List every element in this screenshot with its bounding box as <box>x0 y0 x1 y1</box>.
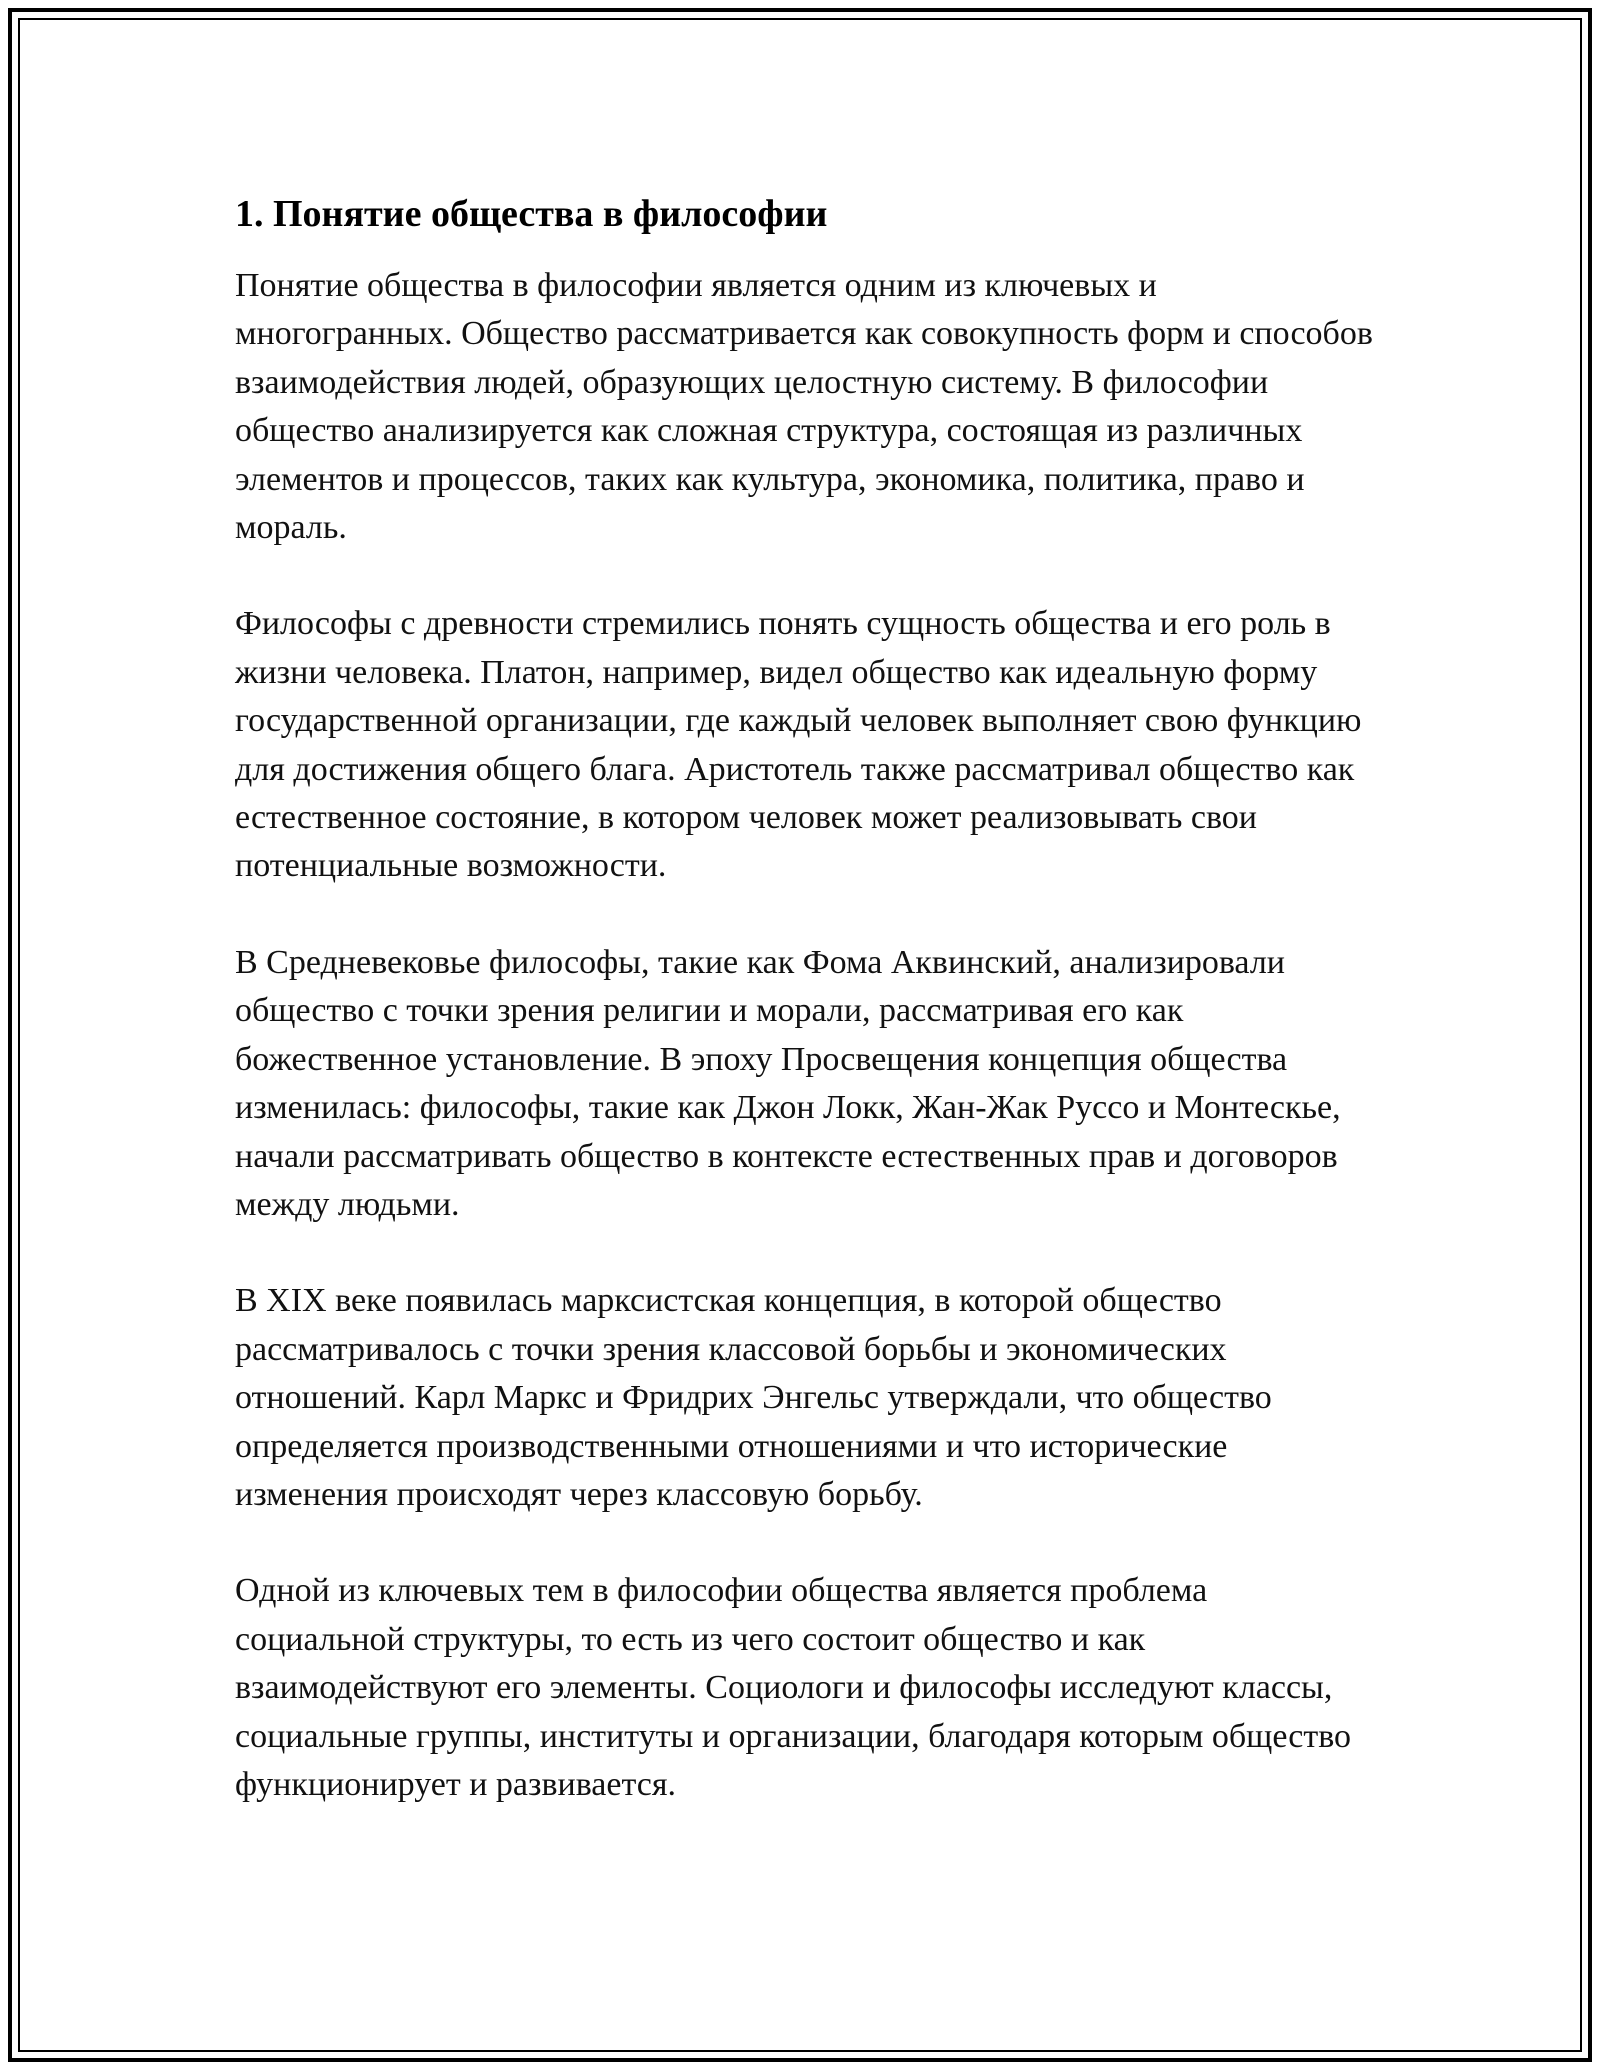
section-heading: 1. Понятие общества в философии <box>235 193 828 235</box>
paragraph-5: Одной из ключевых тем в философии общества является проблема социальной структуры, то есть из чего состоит общество и как взаимодействуют его элементы. Социологи и философы исследуют классы, социальные группы, институты и организации, благодаря которым общество функционирует и развивается. <box>235 1572 1352 1803</box>
paragraph-1: Понятие общества в философии является одним из ключевых и многогранных. Общество рассматривается как совокупность форм и способов взаимодействия людей, образующих целостную систему. В философии общество анализируется как сложная структура, состоящая из различных элементов и процессов, таких как культура, экономика, политика, право и мораль. <box>235 267 1373 547</box>
paragraph-2: Философы с древности стремились понять сущность общества и его роль в жизни человека. Платон, например, видел общество как идеальную форму государственной организации, где каждый человек выполняет свою функцию для достижения общего блага. Аристотель также рассматривал общество как естественное состояние, в котором человек может реализовывать свои потенциальные возможности. <box>235 605 1362 885</box>
paragraph-3: В Средневековье философы, такие как Фома Аквинский, анализировали общество с точки зрения религии и морали, рассматривая его как божественное установление. В эпоху Просвещения концепция общества изменилась: философы, такие как Джон Локк, Жан-Жак Руссо и Монтескье, начали рассматривать общество в контексте естественных прав и договоров между людьми. <box>235 943 1341 1223</box>
document-body <box>235 188 1375 1857</box>
paragraph-4: В XIX веке появилась марксистская концепция, в которой общество рассматривалось с точки зрения классовой борьбы и экономических отношений. Карл Маркс и Фридрих Энгельс утверждали, что общество определяется производственными отношениями и что исторические изменения происходят через классовую борьбу. <box>235 1282 1272 1513</box>
